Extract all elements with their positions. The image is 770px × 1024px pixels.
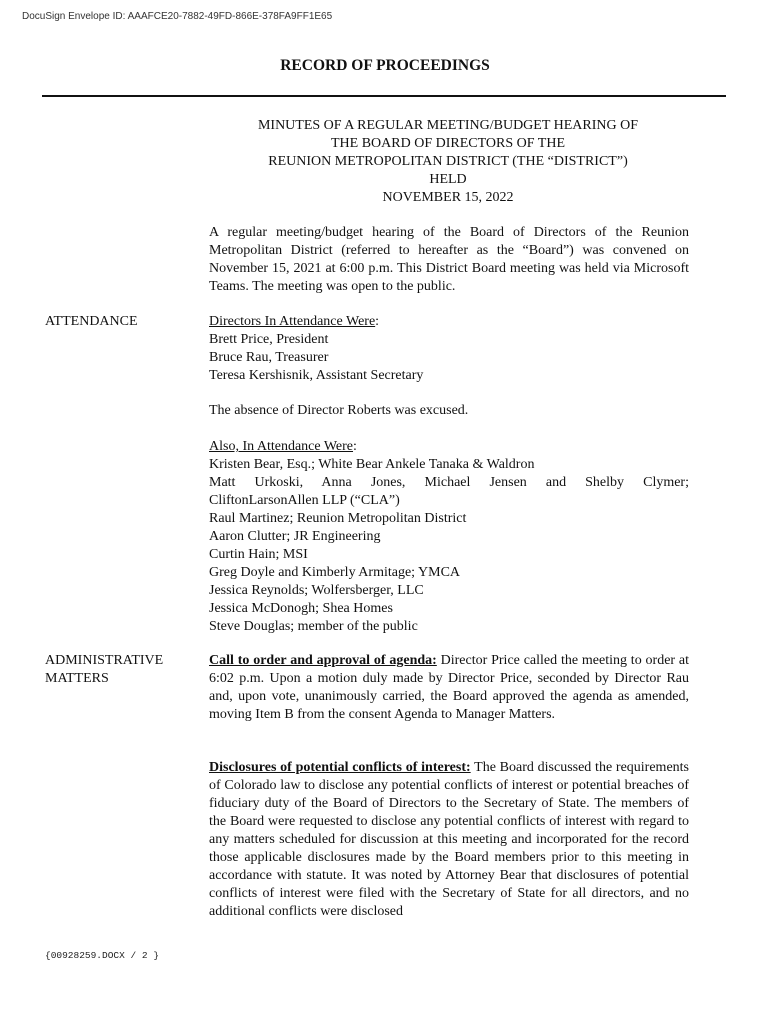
absence-note: The absence of Director Roberts was excused. [209,403,469,418]
disclosures-paragraph [209,759,689,921]
call-to-order-text: Director Price called the meeting to order at 6:02 p.m. Upon a motion duly made by Director Price, seconded by Director Rau and, upon vote, unanimously carried, the Board approved the agenda as amended, moving Item B from the consent Agenda to Manager Matters. [209,653,689,722]
attendee: Kristen Bear, Esq.; White Bear Ankele Tanaka & Waldron [209,457,535,472]
intro-paragraph: A regular meeting/budget hearing of the Board of Directors of the Reunion Metropolitan District (referred to hereafter as the “Board”) was convened on November 15, 2021 at 6:00 p.m. This District Board meeting was held via Microsoft Teams. The meeting was open to the public. [209,225,689,294]
call-to-order-heading: Call to order and approval of agenda: [209,653,437,668]
call-to-order-paragraph [209,652,689,724]
administrative-label-line: MATTERS [45,671,109,686]
attendance-side-label: ATTENDANCE [45,314,138,329]
directors-block: Directors In Attendance Were: Brett Price, President Bruce Rau, Treasurer Teresa Kershisnik, Assistant Secretary [209,313,689,385]
minutes-heading-line: HELD [429,172,467,187]
attendee: Matt Urkoski, Anna Jones, Michael Jensen and Shelby Clymer; [209,475,689,490]
director-name: Brett Price, President [209,332,329,347]
administrative-label-line: ADMINISTRATIVE [45,653,164,668]
minutes-heading-line: REUNION METROPOLITAN DISTRICT (THE “DISTRICT”) [268,154,628,169]
attendee: Jessica Reynolds; Wolfersberger, LLC [209,583,424,598]
attendee: Greg Doyle and Kimberly Armitage; YMCA [209,565,461,580]
director-name: Bruce Rau, Treasurer [209,350,329,365]
record-title: RECORD OF PROCEEDINGS [280,57,490,74]
title-divider [42,95,726,97]
attendee: Raul Martinez; Reunion Metropolitan District [209,511,467,526]
docusign-envelope-id: DocuSign Envelope ID: AAAFCE20-7882-49FD-866E-378FA9FF1E65 [22,11,333,22]
document-footer: {00928259.DOCX / 2 } [45,950,160,961]
minutes-heading [209,117,687,207]
minutes-heading-line: MINUTES OF A REGULAR MEETING/BUDGET HEARING OF [257,118,639,133]
attendee: Aaron Clutter; JR Engineering [209,529,381,544]
minutes-heading-date: NOVEMBER 15, 2022 [382,190,514,205]
administrative-side-label [45,652,163,688]
directors-heading: Directors In Attendance Were [209,314,376,329]
minutes-heading-line: THE BOARD OF DIRECTORS OF THE [330,136,565,151]
disclosures-text: The Board discussed the requirements of Colorado law to disclose any potential conflicts of interest or potential breaches of fiduciary duty of the Board of Directors to the Secretary of State. The members of the Board were requested to disclose any potential conflicts of interest with regard to any matters scheduled for discussion at this meeting and incorporated for the record those applicable disclosures made by the Board members prior to this meeting in accordance with statute. It was noted by Attorney Bear that disclosures of potential conflicts of interest were filed with the Secretary of State for all directors, and no additional conflicts were disclosed [209,760,689,919]
also-attending-heading: Also, In Attendance Were [209,439,354,454]
also-attending-block: Also, In Attendance Were: Kristen Bear, Esq.; White Bear Ankele Tanaka & Waldron Matt Urkoski, Anna Jones, Michael Jensen and Shelby Clymer; CliftonLarsonAllen LLP (“CLA”) Raul Martinez; Reunion Metropolitan District Aaron Clutter; JR Engineering Curtin Hain; MSI Greg Doyle and Kimberly Armitage; YMCA Jessica Reynolds; Wolfersberger, LLC Jessica McDonogh; Shea Homes Steve Douglas; member of the public [209,439,689,634]
attendee: CliftonLarsonAllen LLP (“CLA”) [209,493,400,508]
disclosures-heading: Disclosures of potential conflicts of interest: [209,760,471,775]
director-name: Teresa Kershisnik, Assistant Secretary [209,368,424,383]
attendee: Curtin Hain; MSI [209,547,308,562]
attendee: Jessica McDonogh; Shea Homes [209,601,393,616]
attendee: Steve Douglas; member of the public [209,619,418,634]
